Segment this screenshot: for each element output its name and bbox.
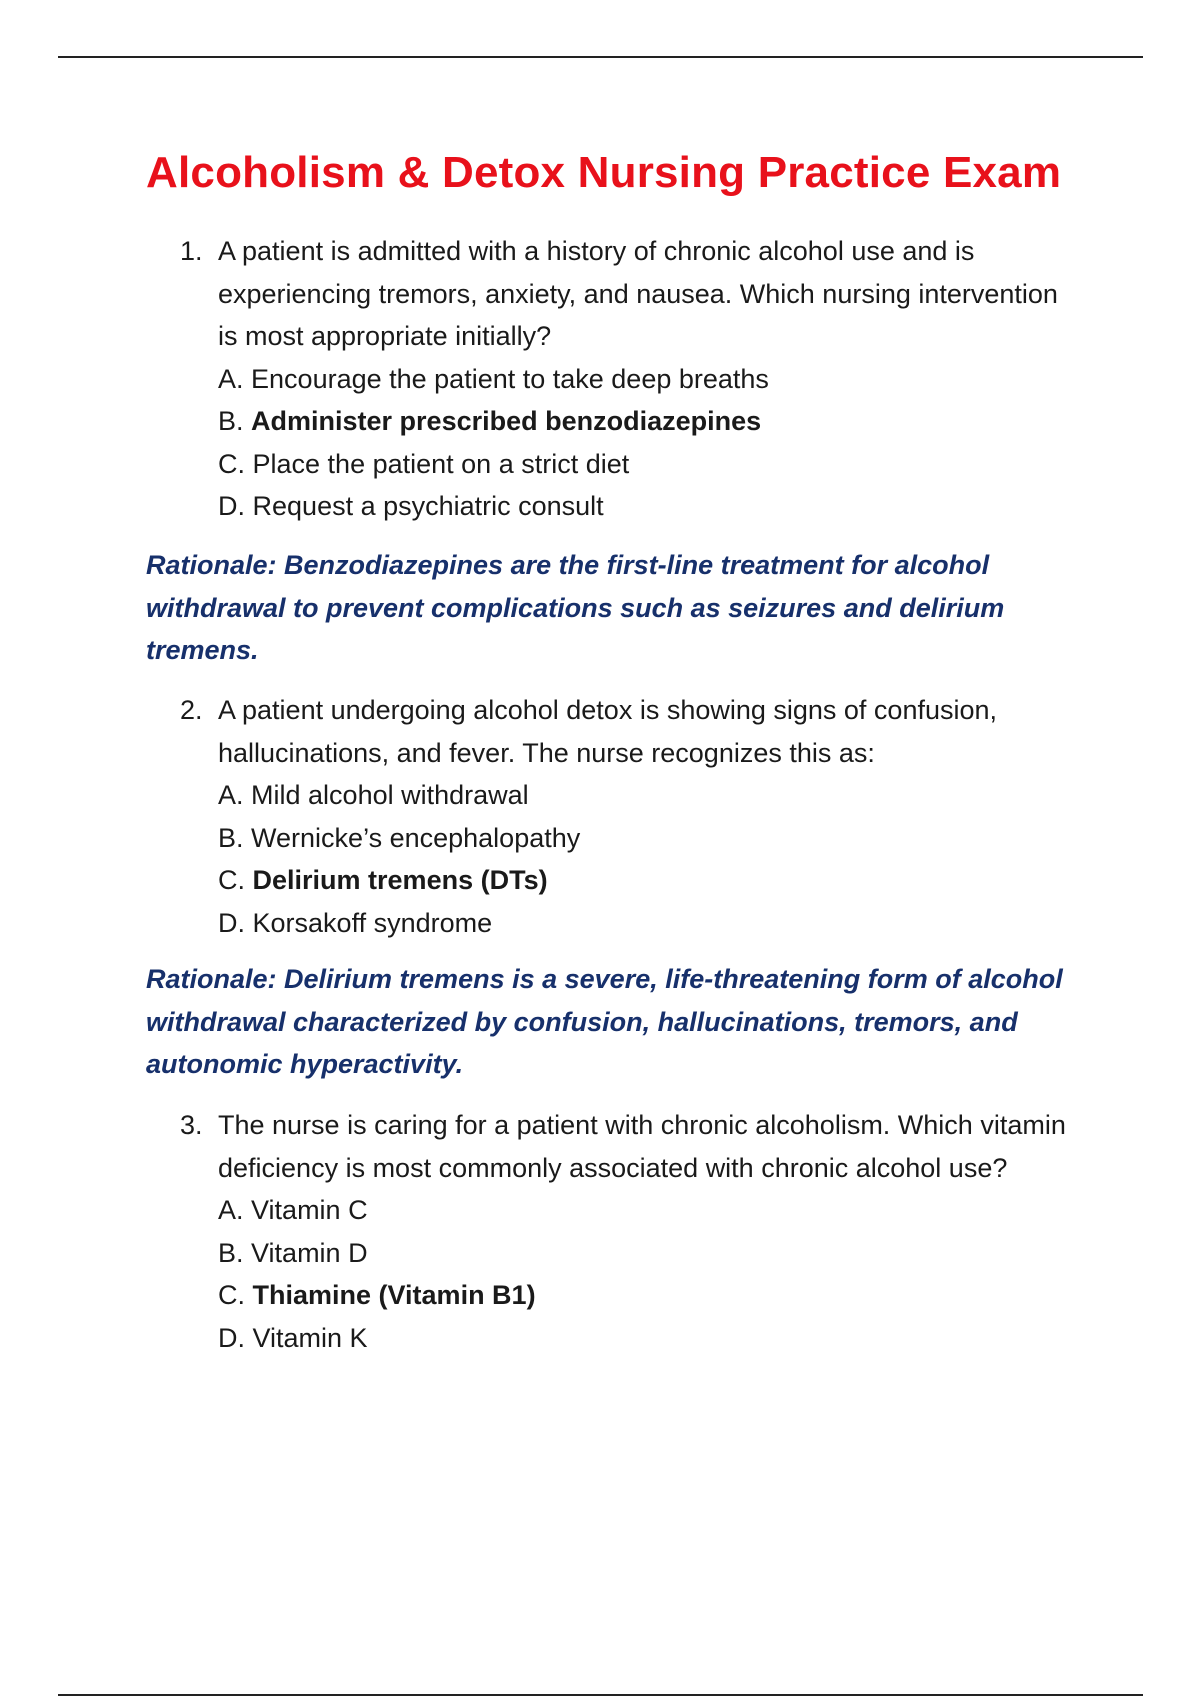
option-text: Vitamin D (251, 1237, 368, 1268)
option-letter: B. (218, 1237, 244, 1268)
option-c (218, 443, 1080, 486)
option-letter: A. (218, 1195, 244, 1225)
bottom-rule (58, 1694, 1143, 1696)
option-b-correct (218, 400, 1080, 443)
answer-options (218, 774, 1080, 944)
option-text: Vitamin C (251, 1195, 368, 1225)
option-letter: B. (218, 406, 244, 436)
option-letter: B. (218, 822, 244, 853)
option-text: Request a psychiatric consult (252, 491, 604, 521)
question-stem (180, 230, 1080, 358)
question-text: The nurse is caring for a patient with chronic alcoholism. Which vitamin deficiency is most commonly associated with chronic alcohol use? (218, 1110, 1066, 1183)
option-text: Encourage the patient to take deep breaths (251, 363, 769, 394)
option-letter: C. (218, 865, 245, 895)
option-letter: A. (218, 363, 244, 394)
option-text: Place the patient on a strict diet (252, 448, 630, 479)
option-text: Korsakoff syndrome (252, 907, 493, 938)
option-text: Administer prescribed benzodiazepines (251, 406, 762, 436)
option-text: Wernicke’s encephalopathy (251, 822, 581, 853)
option-c-correct (218, 1274, 1080, 1317)
question-number: 3. (180, 1110, 203, 1140)
page-title: Alcoholism & Detox Nursing Practice Exam (146, 148, 1062, 197)
option-d (218, 902, 1080, 945)
question-text: A patient is admitted with a history of chronic alcohol use and is experiencing tremors, anxiety, and nausea. Which nursing intervention is most appropriate initially? (218, 236, 1058, 351)
option-letter: A. (218, 780, 244, 810)
option-text: Vitamin K (252, 1322, 368, 1353)
option-d (218, 485, 1080, 528)
option-a (218, 774, 1080, 817)
option-b (218, 1232, 1080, 1275)
question-3 (180, 1104, 1080, 1359)
option-letter: D. (218, 907, 245, 938)
option-c-correct (218, 859, 1080, 902)
option-b (218, 817, 1080, 860)
option-letter: D. (218, 491, 245, 521)
question-stem (180, 689, 1080, 774)
option-letter: D. (218, 1322, 245, 1353)
option-letter: C. (218, 1280, 245, 1310)
question-number: 1. (180, 236, 203, 266)
option-text: Delirium tremens (DTs) (252, 865, 548, 895)
option-text: Thiamine (Vitamin B1) (252, 1280, 536, 1310)
option-text: Mild alcohol withdrawal (251, 780, 529, 810)
answer-options (218, 1189, 1080, 1359)
option-a (218, 358, 1080, 401)
rationale-2: Rationale: Delirium tremens is a severe, life-threatening form of alcohol withdrawal characterized by confusion, hallucinations, tremors, and autonomic hyperactivity. (146, 964, 1063, 1079)
top-rule (58, 56, 1143, 58)
question-1 (180, 230, 1080, 528)
question-number: 2. (180, 695, 203, 725)
answer-options (218, 358, 1080, 528)
option-d (218, 1317, 1080, 1360)
rationale-1: Rationale: Benzodiazepines are the first-line treatment for alcohol withdrawal to prevent complications such as seizures and delirium tremens. (146, 550, 1005, 665)
question-text: A patient undergoing alcohol detox is showing signs of confusion, hallucinations, and fever. The nurse recognizes this as: (218, 695, 998, 768)
question-stem (180, 1104, 1080, 1189)
option-letter: C. (218, 448, 245, 479)
option-a (218, 1189, 1080, 1232)
question-2 (180, 689, 1080, 944)
